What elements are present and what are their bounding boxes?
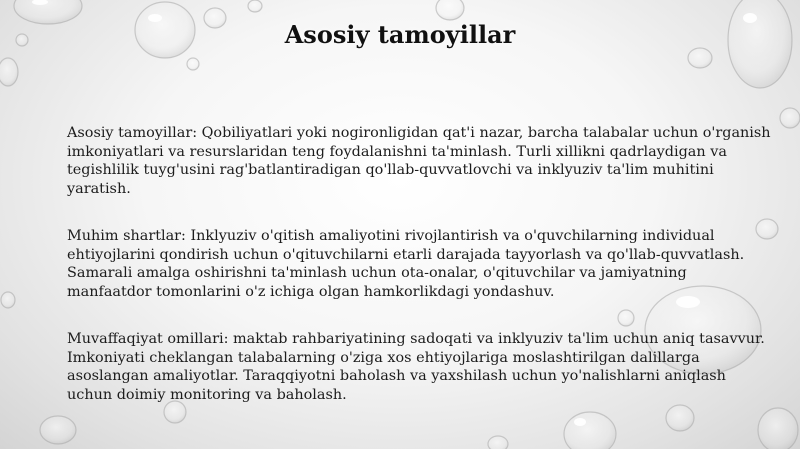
droplet xyxy=(488,436,508,449)
droplet xyxy=(666,405,694,431)
droplet xyxy=(164,401,186,423)
droplet xyxy=(40,416,76,444)
droplet xyxy=(1,292,15,308)
droplet xyxy=(758,408,798,449)
paragraph-basic-principles: Asosiy tamoyillar: Qobiliyatlari yoki nogironligidan qat'i nazar, barcha talabalar uchun o'rganish imkoniyatlari va resurslaridan teng foydalanishni ta'minlash. Turli xillikni qadrlaydigan va tegishlilik tuyg'usini rag'batlantiradigan qo'llab-quvvatlovchi va inklyuziv ta'lim muhitini yaratish. xyxy=(67,125,771,197)
paragraph-key-conditions: Muhim shartlar: Inklyuziv o'qitish amaliyotini rivojlantirish va o'quvchilarning individual ehtiyojlarini qondirish uchun o'qituvchilarni etarli darajada tayyorlash va qo'llab-quvvatlash. Samarali amalga oshirishni ta'minlash uchun ota-onalar, o'qituvchilar va jamiyatning manfaatdor tomonlarini o'z ichiga olgan hamkorlikdagi yondashuv. xyxy=(67,228,745,300)
slide-body xyxy=(67,124,772,404)
droplet xyxy=(780,108,800,128)
slide-title: Asosiy tamoyillar xyxy=(284,20,516,49)
droplet-highlight xyxy=(574,418,586,426)
droplet xyxy=(187,58,199,70)
droplet xyxy=(564,412,616,449)
droplet xyxy=(436,0,464,20)
paragraph-success-factors: Muvaffaqiyat omillari: maktab rahbariyatining sadoqati va inklyuziv ta'lim uchun aniq tasavvur. Imkoniyati cheklangan talabalarning o'ziga xos ehtiyojlariga moslashtirilgan dalillarga asoslangan amaliyotlar. Taraqqiyotni baholash va yaxshilash uchun yo'nalishlarni aniqlash uchun doimiy monitoring va baholash. xyxy=(67,331,765,403)
droplet xyxy=(0,58,18,86)
droplet xyxy=(248,0,262,12)
droplet xyxy=(688,48,712,68)
